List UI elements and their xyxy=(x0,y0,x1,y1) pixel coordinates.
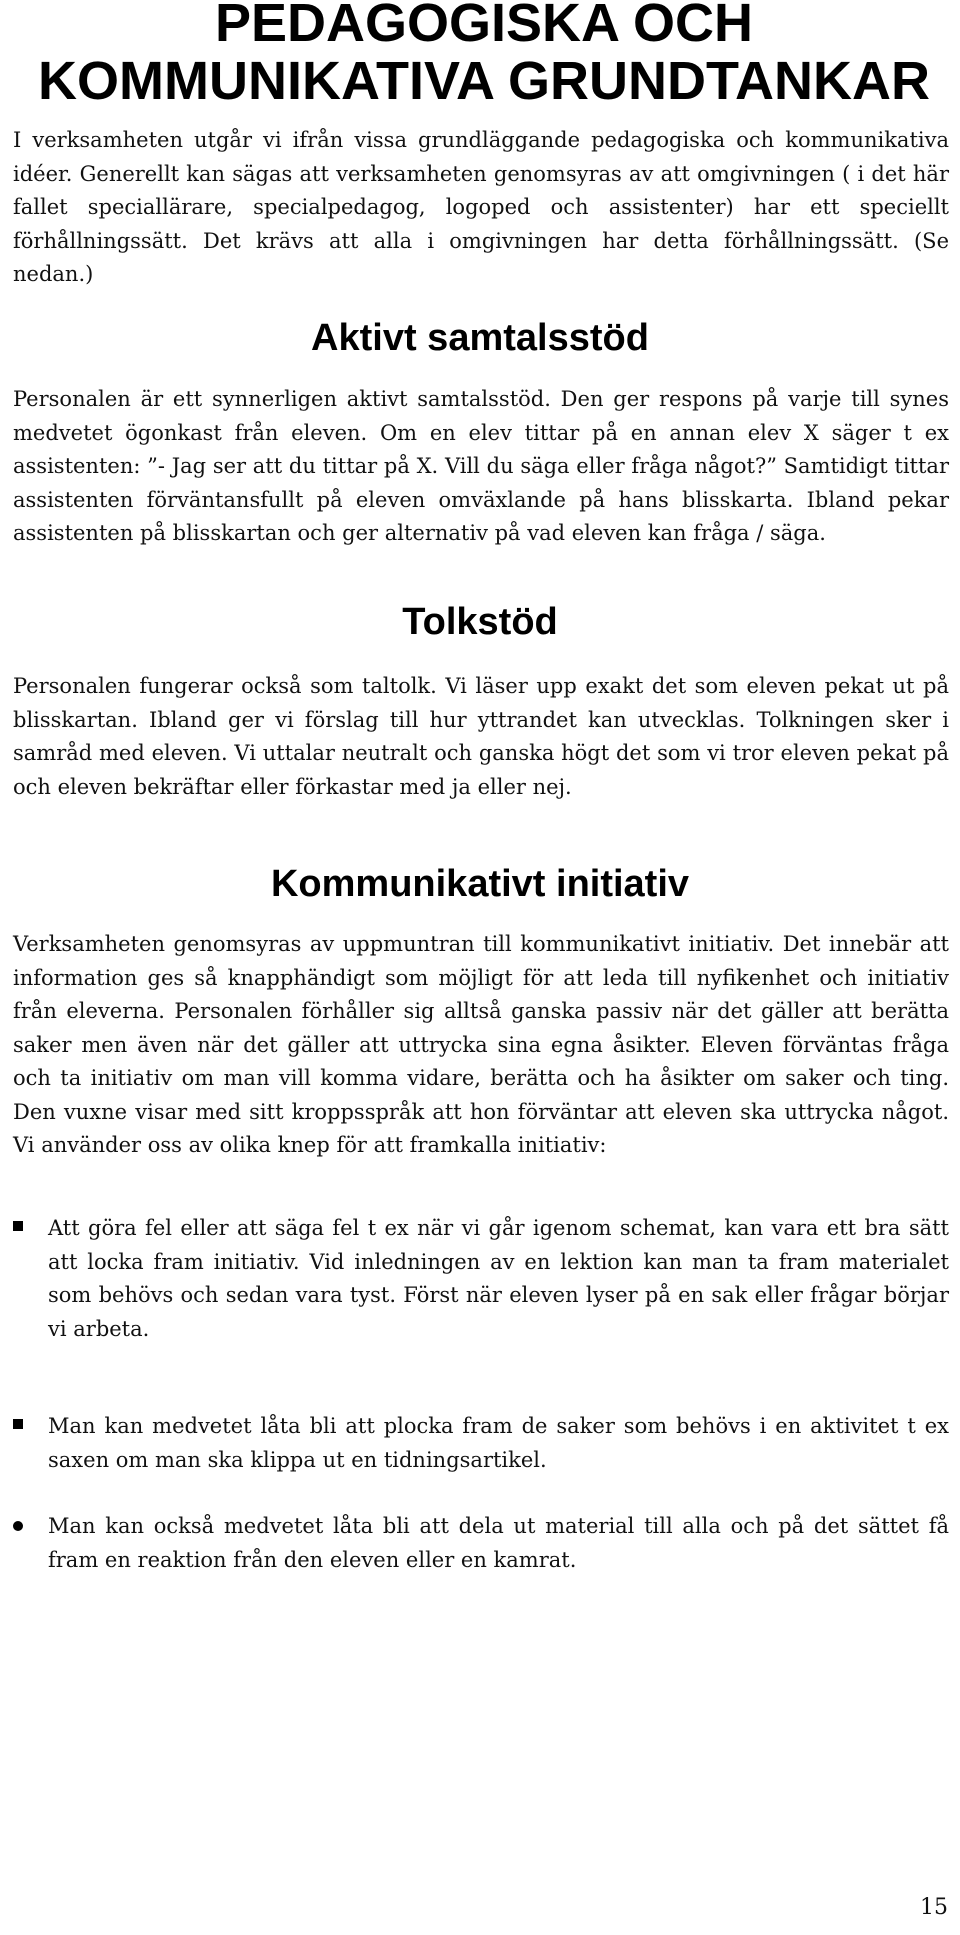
square-bullet-icon xyxy=(13,1419,23,1429)
list-item-text: Man kan också medvetet låta bli att dela ut material till alla och på det sättet få fram en reaktion från den eleven eller en kamrat. xyxy=(48,1514,949,1572)
square-bullet-icon xyxy=(13,1221,23,1231)
list-item-text: Man kan medvetet låta bli att plocka fram de saker som behövs i en aktivitet t ex saxen om man ska klippa ut en tidningsartikel. xyxy=(48,1414,949,1472)
section-heading-kommunikativt-initiativ: Kommunikativt initiativ xyxy=(270,863,690,905)
section-heading-aktivt-samtalsstod: Aktivt samtalsstöd xyxy=(311,317,649,359)
list-item xyxy=(13,1212,949,1346)
initiative-techniques-list xyxy=(13,1212,949,1346)
section-heading-tolkstod: Tolkstöd xyxy=(402,601,558,643)
round-bullet-icon xyxy=(13,1521,23,1531)
section-paragraph-aktivt-samtalsstod: Personalen är ett synnerligen aktivt samtalsstöd. Den ger respons på varje till synes medvetet ögonkast från eleven. Om en elev tittar på en annan elev X säger t ex assistenten: ”- Jag ser att du tittar på X. Vill du säga eller fråga något?” Samtidigt tittar assistenten förväntansfullt på eleven omväxlande på hans blisskarta. Ibland pekar assistenten på blisskartan och ger alternativ på vad eleven kan fråga / säga. xyxy=(13,387,949,545)
initiative-techniques-list-2 xyxy=(13,1410,949,1477)
list-item-text: Att göra fel eller att säga fel t ex när vi går igenom schemat, kan vara ett bra sätt att locka fram initiativ. Vid inledningen av en lektion kan man ta fram materialet som behövs och sedan vara tyst. Först när eleven lyser på en sak eller frågar börjar vi arbeta. xyxy=(48,1216,949,1341)
list-item xyxy=(13,1510,949,1577)
intro-paragraph: I verksamheten utgår vi ifrån vissa grundläggande pedagogiska och kommunikativa idéer. Generellt kan sägas att verksamheten genomsyras av att omgivningen ( i det här fallet speciallärare, specialpedagog, logoped och assistenter) har ett speciellt förhållningssätt. Det krävs att alla i omgivningen har detta förhållningssätt. (Se nedan.) xyxy=(13,128,949,286)
page-title: PEDAGOGISKA OCH KOMMUNIKATIVA GRUNDTANKAR xyxy=(38,0,930,111)
section-paragraph-tolkstod: Personalen fungerar också som taltolk. Vi läser upp exakt det som eleven pekat ut på blisskartan. Ibland ger vi förslag till hur yttrandet kan utvecklas. Tolkningen sker i samråd med eleven. Vi uttalar neutralt och ganska högt det som vi tror eleven pekat på och eleven bekräftar eller förkastar med ja eller nej. xyxy=(13,674,949,799)
section-paragraph-kommunikativt-initiativ: Verksamheten genomsyras av uppmuntran till kommunikativt initiativ. Det innebär att information ges så knapphändigt som möjligt för att leda till nyfikenhet och initiativ från eleverna. Personalen förhåller sig alltså ganska passiv när det gäller att berätta saker men även när det gäller att uttrycka sina egna åsikter. Eleven förväntas fråga och ta initiativ om man vill komma vidare, berätta och ha åsikter om saker och ting. Den vuxne visar med sitt kroppsspråk att hon förväntar att eleven ska uttrycka något. Vi använder oss av olika knep för att framkalla initiativ: xyxy=(13,932,949,1157)
list-item xyxy=(13,1410,949,1477)
page-number: 15 xyxy=(920,1895,948,1920)
initiative-techniques-list-3 xyxy=(13,1510,949,1577)
